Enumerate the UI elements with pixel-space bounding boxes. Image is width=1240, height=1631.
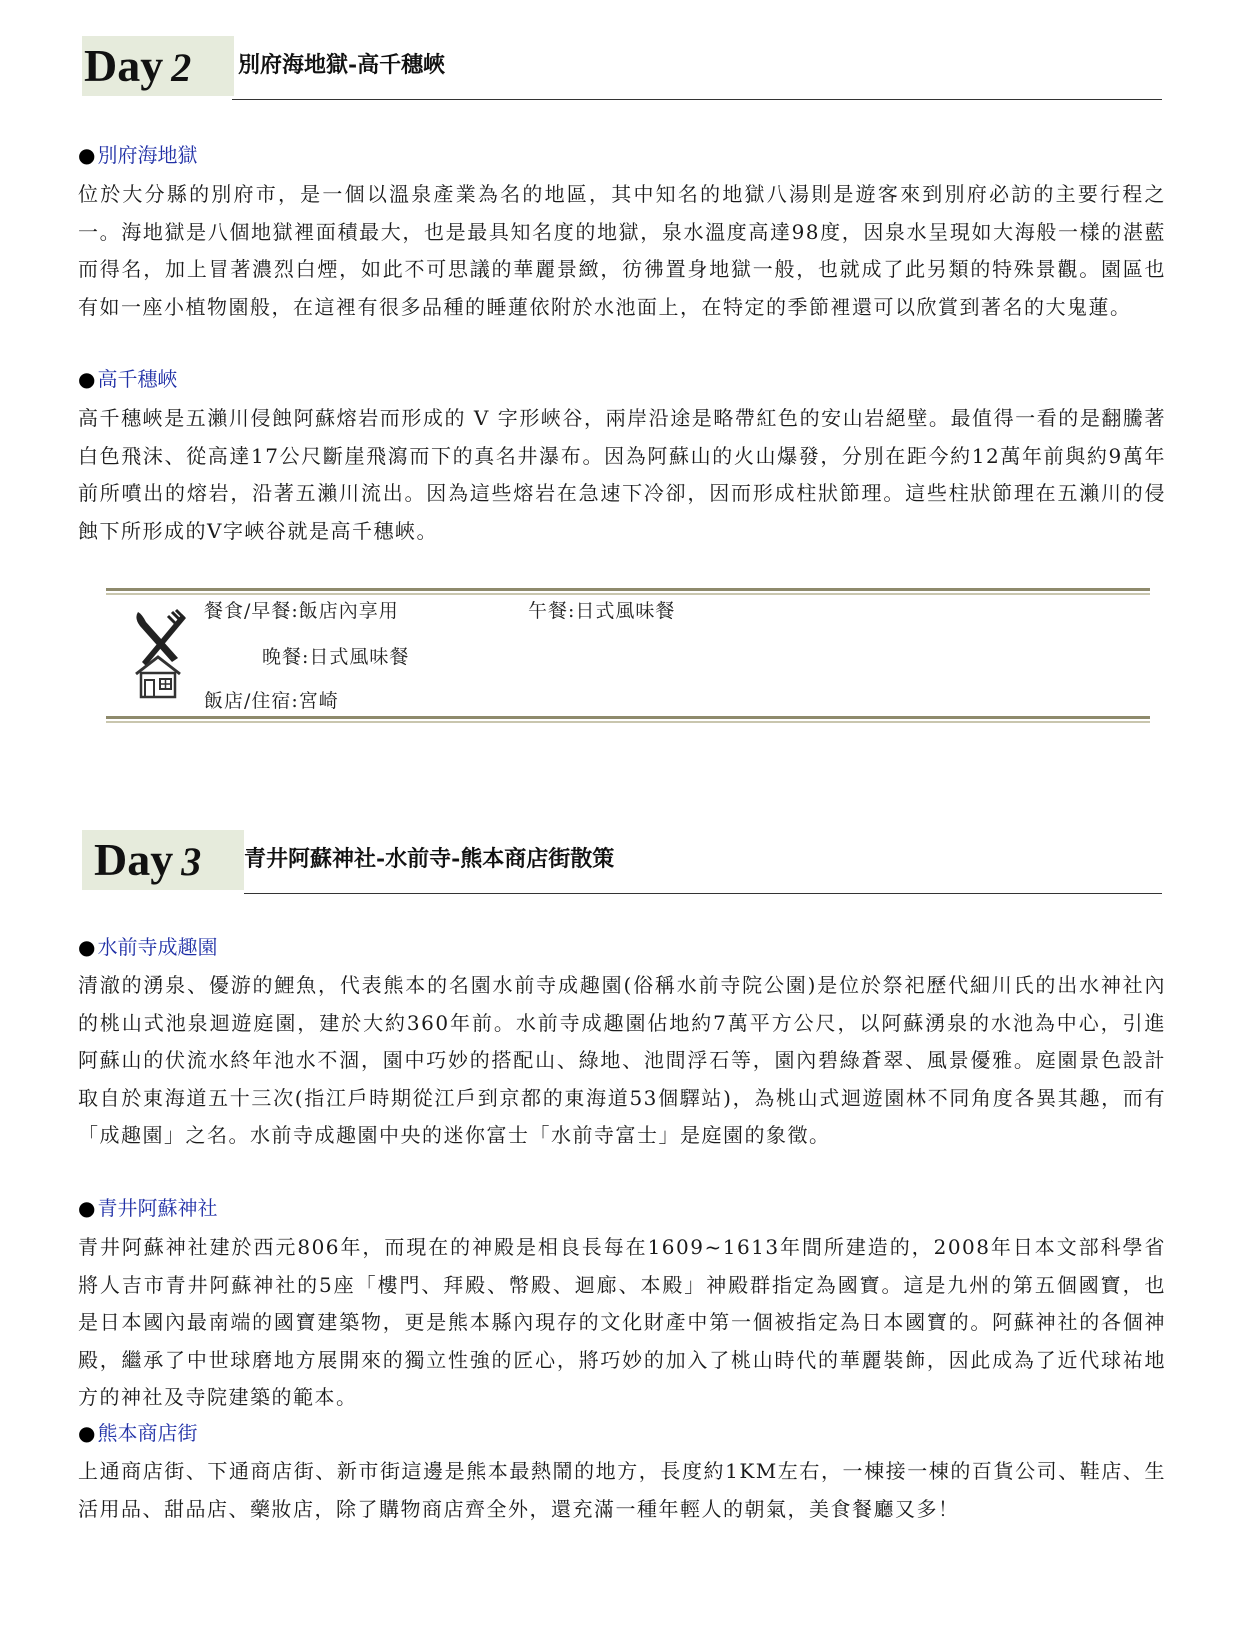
meal-lunch: 午餐:日式風味餐 xyxy=(528,600,676,622)
section-heading-suizenji xyxy=(78,932,217,962)
day2-title: 別府海地獄-高千穗峽 xyxy=(238,52,446,78)
bullet-icon: ● xyxy=(78,367,96,391)
section-heading-aoi-aso xyxy=(78,1193,217,1223)
bullet-icon: ● xyxy=(78,1421,96,1445)
day3-label xyxy=(82,830,244,890)
section-heading-takachiho xyxy=(78,364,177,394)
meal-lodging-box xyxy=(106,588,1150,740)
meal-breakfast: 餐食/早餐:飯店內享用 xyxy=(204,600,399,622)
section-heading-text: 熊本商店街 xyxy=(97,1421,198,1445)
day3-title: 青井阿蘇神社-水前寺-熊本商店街散策 xyxy=(244,846,615,872)
day2-label-text: Day xyxy=(84,40,164,91)
bullet-icon: ● xyxy=(78,143,96,167)
section-body-takachiho: 高千穗峽是五瀨川侵蝕阿蘇熔岩而形成的 V 字形峽谷，兩岸沿途是略帶紅色的安山岩絕壁。最值得一看的是翻騰著白色飛沫、從高達17公尺斷崖飛瀉而下的真名井瀑布。因為阿蘇山的火山爆發，分別在距今約12萬年前與約9萬年前所噴出的熔岩，沿著五瀨川流出。因為這些熔岩在急速下冷卻，因而形成柱狀節理。這些柱狀節理在五瀨川的侵蝕下所形成的V字峽谷就是高千穗峽。 xyxy=(78,406,1166,543)
lodging: 飯店/住宿:宮崎 xyxy=(204,690,339,712)
section-heading-kumamoto-shopping xyxy=(78,1418,197,1448)
day3-header xyxy=(82,830,1162,894)
top-double-rule xyxy=(106,588,1150,596)
day2-label xyxy=(82,36,234,96)
section-heading-text: 青井阿蘇神社 xyxy=(97,1196,218,1220)
day3-number: 3 xyxy=(181,839,202,884)
section-body-aoi-aso: 青井阿蘇神社建於西元806年，而現在的神殿是相良長每在1609~1613年間所建造的，2008年日本文部科學省將人吉市青井阿蘇神社的5座「樓門、拜殿、幣殿、迴廊、本殿」神殿群指定為國寶。這是九州的第五個國寶，也是日本國內最南端的國寶建築物，更是熊本縣內現存的文化財產中第一個被指定為日本國寶的。阿蘇神社的各個神殿，繼承了中世球磨地方展開來的獨立性強的匠心，將巧妙的加入了桃山時代的華麗裝飾，因此成為了近代球祐地方的神社及寺院建築的範本。 xyxy=(78,1235,1166,1409)
section-heading-text: 高千穗峽 xyxy=(97,367,178,391)
bullet-icon: ● xyxy=(78,935,96,959)
day2-number: 2 xyxy=(171,45,192,90)
day3-title-rule xyxy=(244,893,1162,894)
section-body-kumamoto-shopping: 上通商店街、下通商店街、新市街這邊是熊本最熱鬧的地方，長度約1KM左右，一棟接一棟的百貨公司、鞋店、生活用品、甜品店、藥妝店，除了購物商店齊全外，還充滿一種年輕人的朝氣，美食餐廳又多！ xyxy=(78,1459,1166,1521)
day2-title-rule xyxy=(232,99,1162,100)
meal-dinner: 晚餐:日式風味餐 xyxy=(262,646,410,668)
bottom-double-rule xyxy=(106,716,1150,724)
section-body-suizenji: 清澈的湧泉、優游的鯉魚，代表熊本的名園水前寺成趣園(俗稱水前寺院公園)是位於祭祀歷代細川氏的出水神社內的桃山式池泉迴遊庭園，建於大約360年前。水前寺成趣園佔地約7萬平方公尺，以阿蘇湧泉的水池為中心，引進阿蘇山的伏流水終年池水不涸，園中巧妙的搭配山、綠地、池間浮石等，園內碧綠蒼翠、風景優雅。庭園景色設計取自於東海道五十三次(指江戶時期從江戶到京都的東海道53個驛站)，為桃山式迴遊園林不同角度各異其趣，而有「成趣園」之名。水前寺成趣園中央的迷你富士「水前寺富士」是庭園的象徵。 xyxy=(78,973,1166,1147)
bullet-icon: ● xyxy=(78,1196,96,1220)
section-heading-beppu xyxy=(78,140,197,170)
section-heading-text: 水前寺成趣園 xyxy=(97,935,218,959)
section-body-beppu: 位於大分縣的別府市，是一個以溫泉產業為名的地區，其中知名的地獄八湯則是遊客來到別府必訪的主要行程之一。海地獄是八個地獄裡面積最大，也是最具知名度的地獄，泉水溫度高達98度，因泉水呈現如大海般一樣的湛藍而得名，加上冒著濃烈白煙，如此不可思議的華麗景緻，彷彿置身地獄一般，也就成了此另類的特殊景觀。園區也有如一座小植物園般，在這裡有很多品種的睡蓮依附於水池面上，在特定的季節裡還可以欣賞到著名的大鬼蓮。 xyxy=(78,182,1166,319)
section-heading-text: 別府海地獄 xyxy=(97,143,198,167)
house-icon xyxy=(132,654,184,700)
day3-label-text: Day xyxy=(94,834,174,885)
day2-header xyxy=(82,36,1162,100)
